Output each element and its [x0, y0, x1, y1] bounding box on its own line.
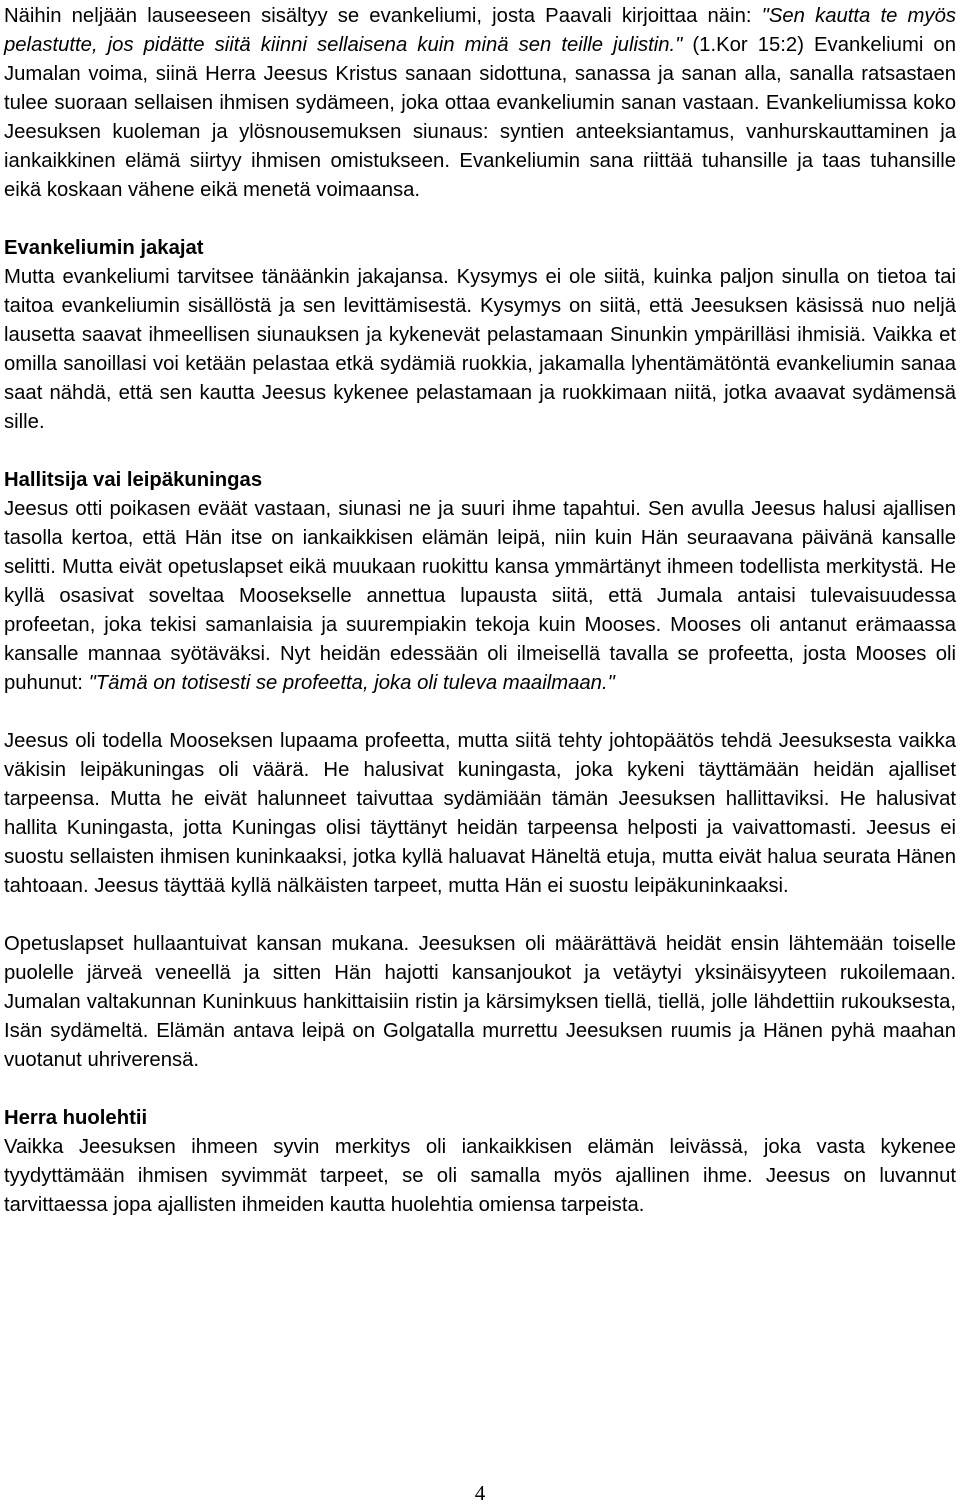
section2-paragraph-2: Jeesus oli todella Mooseksen lupaama profeetta, mutta siitä tehty johtopäätös tehdä Jeesuksesta vaikka väkisin leipäkuningas oli väärä. He halusivat kuningasta, joka kykeni täyttämään heidän ajalliset tarpeensa. Mutta he eivät halunneet taivuttaa sydämiään tämän Jeesuksen hallittaviksi. He halusivat hallita Kuningasta, jotta Kuningas olisi täyttänyt heidän tarpeensa helposti ja vaivattomasti. Jeesus ei suostu sellaisten ihmisen kuninkaaksi, jotka kyllä haluavat Häneltä etuja, mutta eivät halua seurata Hänen tahtoaan. Jeesus täyttää kyllä nälkäisten tarpeet, mutta Hän ei suostu leipäkuninkaaksi.	[4, 730, 956, 897]
intro-lead: Näihin neljään lauseeseen sisältyy se evankeliumi, josta Paavali kirjoittaa näin:	[4, 5, 762, 27]
section2-p1-text: Jeesus otti poikasen eväät vastaan, siunasi ne ja suuri ihme tapahtui. Sen avulla Jeesus halusi ajallisen tasolla kertoa, että Hän itse on iankaikkisen elämän leipä, niin kuin Hän seuraavana päivänä kansalle selitti. Mutta eivät opetuslapset eikä muukaan ruokittu kansa ymmärtänyt ihmeen todellista merkitystä. He kyllä osasivat soveltaa Moosekselle annettua lupausta siitä, että Jumala antaisi tulevaisuudessa profeetan, joka tekisi samanlaisia ja suurempiakin tekoja kuin Mooses. Mooses oli antanut erämaassa kansalle mannaa syötäväksi. Nyt heidän edessään oli ilmeisellä tavalla se profeetta, josta Mooses oli puhunut:	[4, 498, 956, 694]
section2-paragraph-1	[4, 495, 956, 698]
section2-paragraph-3: Opetuslapset hullaantuivat kansan mukana. Jeesuksen oli määrättävä heidät ensin lähtemään toiselle puolelle järveä veneellä ja sitten Hän hajotti kansanjoukot ja vetäytyi yksinäisyyteen rukoilemaan. Jumalan valtakunnan Kuninkuus hankittaisiin ristin ja kärsimyksen tiellä, tiellä, jolle lähdettiin rukouksesta, Isän sydämeltä. Elämän antava leipä on Golgatalla murrettu Jeesuksen ruumis ja Hänen pyhä maahan vuotanut uhriverensä.	[4, 933, 956, 1071]
section3-paragraph: Vaikka Jeesuksen ihmeen syvin merkitys oli iankaikkisen elämän leivässä, joka vasta kykenee tyydyttämään ihmisen syvimmät tarpeet, se oli samalla myös ajallinen ihme. Jeesus on luvannut tarvittaessa jopa ajallisten ihmeiden kautta huolehtia omiensa tarpeista.	[4, 1136, 956, 1216]
section-heading-hallitsija: Hallitsija vai leipäkuningas	[4, 469, 263, 491]
section-heading-herra-huolehtii: Herra huolehtii	[4, 1107, 148, 1129]
intro-quote: "Sen kautta te myös pelastutte, jos pidätte siitä kiinni sellaisena kuin minä sen teille julistin."	[4, 5, 956, 56]
intro-paragraph	[4, 2, 956, 205]
page-number: 4	[474, 1481, 486, 1505]
section1-paragraph: Mutta evankeliumi tarvitsee tänäänkin jakajansa. Kysymys ei ole siitä, kuinka paljon sinulla on tietoa tai taitoa evankeliumin sisällöstä ja sen levittämisestä. Kysymys on siitä, että Jeesuksen käsissä nuo neljä lausetta saavat ihmeellisen siunauksen ja kykenevät pelastamaan Sinunkin ympärilläsi ihmisiä. Vaikka et omilla sanoillasi voi ketään pelastaa etkä sydämiä ruokkia, jakamalla lyhentämätöntä evankeliumin sanaa saat nähdä, että sen kautta Jeesus kykenee pelastamaan ja ruokkimaan niitä, jotka avaavat sydämensä sille.	[4, 266, 956, 433]
section-heading-evankeliumin-jakajat: Evankeliumin jakajat	[4, 237, 204, 259]
section2-p1-quote: "Tämä on totisesti se profeetta, joka oli tuleva maailmaan."	[88, 672, 615, 694]
intro-rest: (1.Kor 15:2) Evankeliumi on Jumalan voima, siinä Herra Jeesus Kristus sanaan sidottuna, sanassa ja sanan alla, sanalla ratsastaen tulee suoraan sellaisen ihmisen sydämeen, joka ottaa evankeliumin sanan vastaan. Evankeliumissa koko Jeesuksen kuoleman ja ylösnousemuksen siunaus: syntien anteeksiantamus, vanhurskauttaminen ja iankaikkinen elämä siirtyy ihmisen omistukseen. Evankeliumin sana riittää tuhansille ja taas tuhansille eikä koskaan vähene eikä menetä voimaansa.	[4, 34, 956, 201]
